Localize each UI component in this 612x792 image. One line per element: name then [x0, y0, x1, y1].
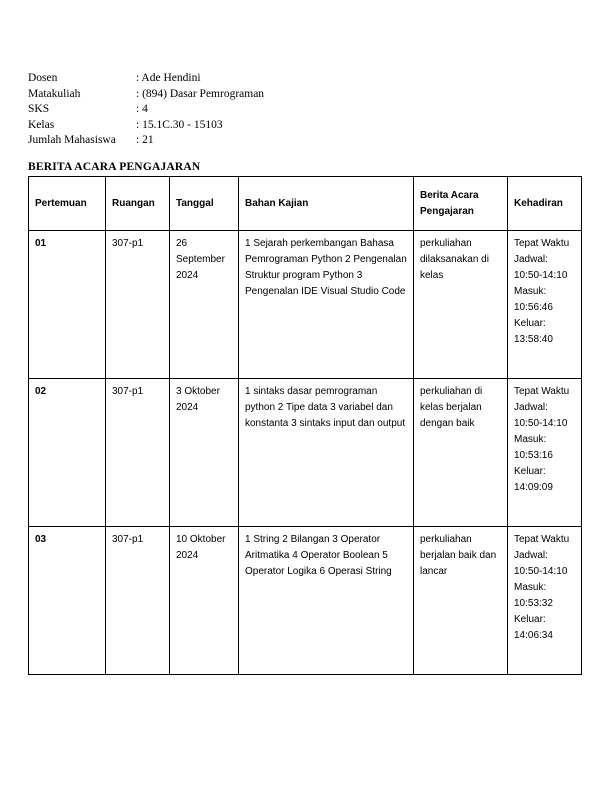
kehadiran-status: Tepat Waktu [514, 534, 570, 545]
kehadiran-keluar: Keluar: 14:06:34 [514, 614, 553, 641]
header-ruangan: Ruangan [106, 177, 170, 231]
sks-label: SKS [28, 103, 50, 115]
header-bahan-kajian: Bahan Kajian [239, 177, 414, 231]
bahan-kajian-cell: 1 String 2 Bilangan 3 Operator Aritmatika 4 Operator Boolean 5 Operator Logika 6 Operasi String [239, 527, 414, 675]
kehadiran-jadwal: Jadwal: 10:50-14:10 [514, 402, 568, 429]
jumlah-mahasiswa-label: Jumlah Mahasiswa [28, 134, 116, 146]
pertemuan-cell: 02 [29, 379, 106, 527]
kehadiran-status: Tepat Waktu [514, 386, 570, 397]
table-row [29, 231, 582, 379]
kehadiran-jadwal: Jadwal: 10:50-14:10 [514, 550, 568, 577]
kehadiran-masuk: Masuk: 10:53:16 [514, 434, 553, 461]
table-row [29, 527, 582, 675]
sks-value: : 4 [136, 103, 148, 115]
header-pertemuan: Pertemuan [29, 177, 106, 231]
table-row [29, 379, 582, 527]
table-header-row [29, 177, 582, 231]
berita-acara-table [28, 176, 582, 675]
pertemuan-cell: 03 [29, 527, 106, 675]
kehadiran-status: Tepat Waktu [514, 238, 570, 249]
matakuliah-value: : (894) Dasar Pemrograman [136, 87, 265, 100]
info-row-matakuliah [28, 87, 264, 103]
berita-acara-cell: perkuliahan berjalan baik dan lancar [414, 527, 508, 675]
info-row-jumlah-mahasiswa [28, 133, 264, 149]
kehadiran-cell [508, 231, 582, 379]
info-row-kelas [28, 118, 264, 134]
kehadiran-keluar: Keluar: 14:09:09 [514, 466, 553, 493]
ruangan-cell: 307-p1 [106, 231, 170, 379]
bahan-kajian-cell: 1 sintaks dasar pemrograman python 2 Tipe data 3 variabel dan konstanta 3 sintaks input dan output [239, 379, 414, 527]
kehadiran-cell [508, 379, 582, 527]
info-row-dosen [28, 71, 264, 87]
bahan-kajian-cell: 1 Sejarah perkembangan Bahasa Pemrograman Python 2 Pengenalan Struktur program Python 3 Pengenalan IDE Visual Studio Code [239, 231, 414, 379]
section-title: BERITA ACARA PENGAJARAN [28, 161, 201, 173]
tanggal-cell: 26 September 2024 [170, 231, 239, 379]
tanggal-cell: 3 Oktober 2024 [170, 379, 239, 527]
matakuliah-label: Matakuliah [28, 87, 81, 100]
course-info [28, 71, 264, 149]
header-kehadiran: Kehadiran [508, 177, 582, 231]
dosen-value: : Ade Hendini [136, 72, 201, 84]
ruangan-cell: 307-p1 [106, 527, 170, 675]
ruangan-cell: 307-p1 [106, 379, 170, 527]
kehadiran-masuk: Masuk: 10:56:46 [514, 286, 553, 313]
berita-acara-cell: perkuliahan dilaksanakan di kelas [414, 231, 508, 379]
tanggal-cell: 10 Oktober 2024 [170, 527, 239, 675]
kehadiran-keluar: Keluar: 13:58:40 [514, 318, 553, 345]
info-row-sks [28, 102, 264, 118]
dosen-label: Dosen [28, 72, 58, 84]
berita-acara-cell: perkuliahan di kelas berjalan dengan baik [414, 379, 508, 527]
header-tanggal: Tanggal [170, 177, 239, 231]
jumlah-mahasiswa-value: : 21 [136, 134, 154, 146]
header-berita-acara: Berita Acara Pengajaran [414, 177, 508, 231]
kehadiran-jadwal: Jadwal: 10:50-14:10 [514, 254, 568, 281]
kelas-label: Kelas [28, 118, 55, 131]
pertemuan-cell: 01 [29, 231, 106, 379]
kelas-value: : 15.1C.30 - 15103 [136, 118, 223, 131]
kehadiran-cell [508, 527, 582, 675]
kehadiran-masuk: Masuk: 10:53:32 [514, 582, 553, 609]
